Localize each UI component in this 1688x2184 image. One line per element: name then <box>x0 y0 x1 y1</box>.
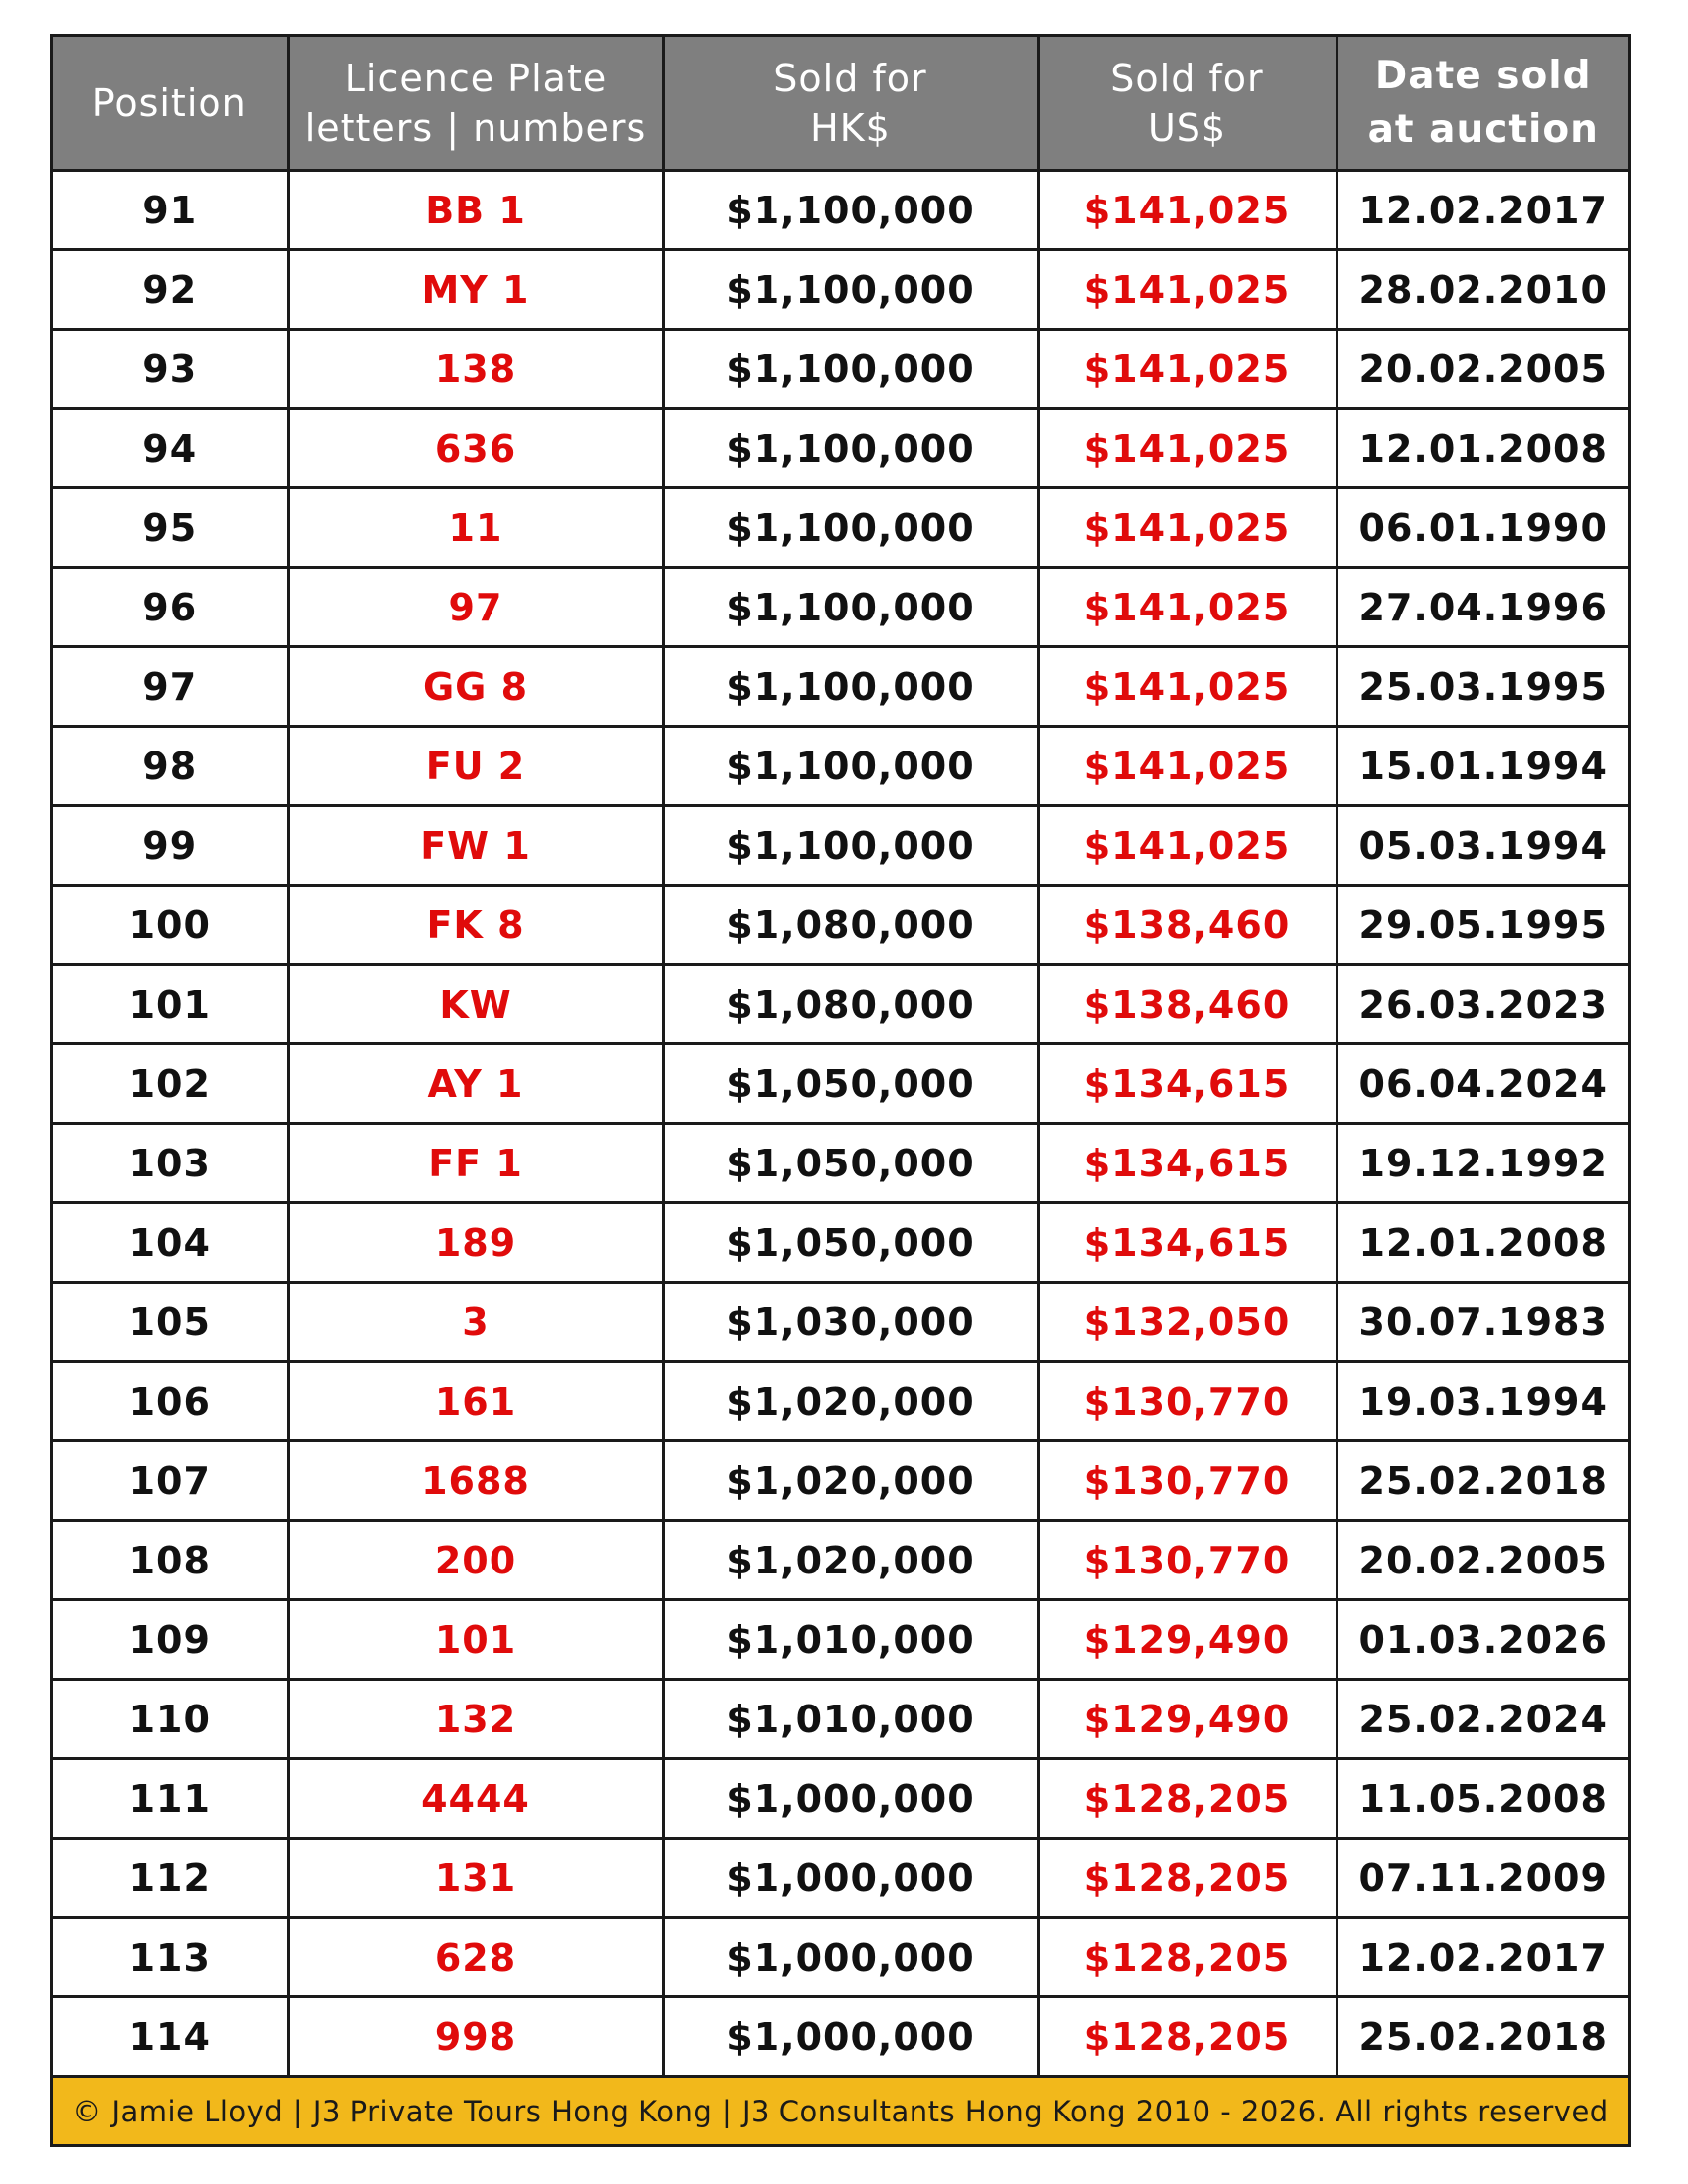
cell-plate: BB 1 <box>288 171 663 250</box>
table-row <box>53 727 1628 806</box>
cell-sold-hkd: $1,000,000 <box>663 1997 1038 2077</box>
cell-sold-hkd: $1,020,000 <box>663 1441 1038 1521</box>
cell-date-sold: 20.02.2005 <box>1336 330 1628 409</box>
table-body <box>53 171 1628 2077</box>
cell-date-sold: 25.02.2018 <box>1336 1997 1628 2077</box>
cell-sold-usd: $129,490 <box>1038 1600 1336 1680</box>
header-sold-usd <box>1038 37 1336 171</box>
cell-sold-usd: $141,025 <box>1038 647 1336 727</box>
table-header <box>53 37 1628 171</box>
header-hkd-line2: HK$ <box>810 105 891 150</box>
cell-sold-hkd: $1,050,000 <box>663 1203 1038 1283</box>
header-usd-line2: US$ <box>1147 105 1227 150</box>
cell-position: 99 <box>53 806 288 886</box>
cell-date-sold: 07.11.2009 <box>1336 1839 1628 1918</box>
cell-date-sold: 12.02.2017 <box>1336 1918 1628 1997</box>
cell-date-sold: 25.02.2024 <box>1336 1680 1628 1759</box>
cell-position: 93 <box>53 330 288 409</box>
cell-date-sold: 29.05.1995 <box>1336 886 1628 965</box>
cell-plate: FU 2 <box>288 727 663 806</box>
cell-plate: 101 <box>288 1600 663 1680</box>
table-row <box>53 647 1628 727</box>
cell-plate: GG 8 <box>288 647 663 727</box>
cell-date-sold: 19.03.1994 <box>1336 1362 1628 1441</box>
table-row <box>53 1441 1628 1521</box>
table-row <box>53 1918 1628 1997</box>
header-plate-line2: letters | numbers <box>304 105 647 150</box>
cell-sold-hkd: $1,020,000 <box>663 1521 1038 1600</box>
cell-sold-hkd: $1,080,000 <box>663 886 1038 965</box>
header-row <box>53 37 1628 171</box>
cell-plate: FK 8 <box>288 886 663 965</box>
cell-position: 112 <box>53 1839 288 1918</box>
cell-position: 102 <box>53 1044 288 1124</box>
table-row <box>53 886 1628 965</box>
cell-sold-usd: $129,490 <box>1038 1680 1336 1759</box>
table-row <box>53 1521 1628 1600</box>
cell-position: 97 <box>53 647 288 727</box>
cell-plate: 161 <box>288 1362 663 1441</box>
cell-date-sold: 01.03.2026 <box>1336 1600 1628 1680</box>
cell-date-sold: 06.04.2024 <box>1336 1044 1628 1124</box>
cell-date-sold: 27.04.1996 <box>1336 568 1628 647</box>
cell-sold-hkd: $1,000,000 <box>663 1918 1038 1997</box>
cell-sold-usd: $138,460 <box>1038 965 1336 1044</box>
cell-sold-hkd: $1,100,000 <box>663 171 1038 250</box>
plates-table <box>53 37 1628 2078</box>
cell-plate: 200 <box>288 1521 663 1600</box>
cell-date-sold: 12.02.2017 <box>1336 171 1628 250</box>
cell-sold-hkd: $1,100,000 <box>663 250 1038 330</box>
cell-sold-usd: $134,615 <box>1038 1124 1336 1203</box>
cell-sold-usd: $141,025 <box>1038 488 1336 568</box>
table-row <box>53 1044 1628 1124</box>
header-position-label: Position <box>91 80 247 125</box>
cell-sold-usd: $141,025 <box>1038 409 1336 488</box>
cell-position: 109 <box>53 1600 288 1680</box>
cell-sold-usd: $141,025 <box>1038 727 1336 806</box>
table-row <box>53 1759 1628 1839</box>
cell-position: 91 <box>53 171 288 250</box>
cell-plate: 636 <box>288 409 663 488</box>
table-row <box>53 409 1628 488</box>
cell-sold-usd: $130,770 <box>1038 1362 1336 1441</box>
cell-position: 95 <box>53 488 288 568</box>
cell-date-sold: 25.03.1995 <box>1336 647 1628 727</box>
cell-sold-usd: $138,460 <box>1038 886 1336 965</box>
table-row <box>53 806 1628 886</box>
cell-sold-usd: $128,205 <box>1038 1759 1336 1839</box>
cell-sold-hkd: $1,000,000 <box>663 1839 1038 1918</box>
table-row <box>53 250 1628 330</box>
table-row <box>53 1283 1628 1362</box>
cell-position: 101 <box>53 965 288 1044</box>
cell-plate: 1688 <box>288 1441 663 1521</box>
table-row <box>53 1680 1628 1759</box>
header-plate-line1: Licence Plate <box>344 56 608 100</box>
cell-sold-usd: $132,050 <box>1038 1283 1336 1362</box>
cell-position: 103 <box>53 1124 288 1203</box>
cell-plate: 998 <box>288 1997 663 2077</box>
table-row <box>53 1124 1628 1203</box>
cell-position: 92 <box>53 250 288 330</box>
cell-date-sold: 25.02.2018 <box>1336 1441 1628 1521</box>
cell-plate: 138 <box>288 330 663 409</box>
cell-sold-hkd: $1,030,000 <box>663 1283 1038 1362</box>
cell-sold-hkd: $1,100,000 <box>663 488 1038 568</box>
cell-position: 104 <box>53 1203 288 1283</box>
header-hkd-line1: Sold for <box>774 56 927 100</box>
cell-date-sold: 05.03.1994 <box>1336 806 1628 886</box>
header-position <box>53 37 288 171</box>
cell-date-sold: 06.01.1990 <box>1336 488 1628 568</box>
cell-plate: 11 <box>288 488 663 568</box>
cell-position: 96 <box>53 568 288 647</box>
cell-plate: 3 <box>288 1283 663 1362</box>
header-date-sold <box>1336 37 1628 171</box>
cell-sold-usd: $141,025 <box>1038 806 1336 886</box>
cell-sold-usd: $128,205 <box>1038 1839 1336 1918</box>
cell-sold-hkd: $1,100,000 <box>663 409 1038 488</box>
cell-date-sold: 11.05.2008 <box>1336 1759 1628 1839</box>
cell-position: 106 <box>53 1362 288 1441</box>
cell-sold-hkd: $1,100,000 <box>663 330 1038 409</box>
cell-date-sold: 12.01.2008 <box>1336 409 1628 488</box>
table-row <box>53 965 1628 1044</box>
cell-position: 111 <box>53 1759 288 1839</box>
cell-sold-hkd: $1,100,000 <box>663 647 1038 727</box>
cell-position: 98 <box>53 727 288 806</box>
header-date-line1: Date sold <box>1374 53 1592 98</box>
cell-sold-hkd: $1,100,000 <box>663 727 1038 806</box>
cell-plate: 132 <box>288 1680 663 1759</box>
cell-sold-usd: $130,770 <box>1038 1441 1336 1521</box>
cell-plate: FW 1 <box>288 806 663 886</box>
table-row <box>53 568 1628 647</box>
cell-sold-usd: $141,025 <box>1038 171 1336 250</box>
cell-position: 100 <box>53 886 288 965</box>
cell-date-sold: 28.02.2010 <box>1336 250 1628 330</box>
cell-sold-usd: $130,770 <box>1038 1521 1336 1600</box>
cell-position: 107 <box>53 1441 288 1521</box>
table-row <box>53 171 1628 250</box>
cell-sold-usd: $141,025 <box>1038 568 1336 647</box>
cell-sold-usd: $141,025 <box>1038 330 1336 409</box>
table-row <box>53 488 1628 568</box>
cell-plate: FF 1 <box>288 1124 663 1203</box>
cell-plate: 97 <box>288 568 663 647</box>
header-date-line2: at auction <box>1367 106 1599 152</box>
table-row <box>53 1362 1628 1441</box>
cell-date-sold: 20.02.2005 <box>1336 1521 1628 1600</box>
table-row <box>53 1600 1628 1680</box>
cell-position: 110 <box>53 1680 288 1759</box>
cell-date-sold: 30.07.1983 <box>1336 1283 1628 1362</box>
cell-sold-hkd: $1,100,000 <box>663 568 1038 647</box>
cell-position: 105 <box>53 1283 288 1362</box>
cell-sold-usd: $141,025 <box>1038 250 1336 330</box>
header-sold-hkd <box>663 37 1038 171</box>
cell-sold-hkd: $1,010,000 <box>663 1600 1038 1680</box>
cell-sold-hkd: $1,020,000 <box>663 1362 1038 1441</box>
header-usd-line1: Sold for <box>1110 56 1264 100</box>
table-row <box>53 1839 1628 1918</box>
header-plate <box>288 37 663 171</box>
table-row <box>53 1203 1628 1283</box>
cell-sold-hkd: $1,000,000 <box>663 1759 1038 1839</box>
cell-position: 114 <box>53 1997 288 2077</box>
copyright-footer <box>53 2078 1628 2144</box>
plates-sheet <box>50 34 1631 2147</box>
cell-date-sold: 15.01.1994 <box>1336 727 1628 806</box>
cell-plate: MY 1 <box>288 250 663 330</box>
cell-plate: KW <box>288 965 663 1044</box>
table-row <box>53 330 1628 409</box>
cell-plate: 131 <box>288 1839 663 1918</box>
cell-position: 108 <box>53 1521 288 1600</box>
cell-plate: 4444 <box>288 1759 663 1839</box>
cell-sold-usd: $128,205 <box>1038 1918 1336 1997</box>
cell-sold-usd: $134,615 <box>1038 1203 1336 1283</box>
cell-date-sold: 12.01.2008 <box>1336 1203 1628 1283</box>
cell-sold-usd: $134,615 <box>1038 1044 1336 1124</box>
cell-plate: AY 1 <box>288 1044 663 1124</box>
cell-plate: 628 <box>288 1918 663 1997</box>
cell-sold-hkd: $1,080,000 <box>663 965 1038 1044</box>
copyright-text: © Jamie Lloyd | J3 Private Tours Hong Kong | J3 Consultants Hong Kong 2010 - 2026. All rights reserved <box>72 2094 1609 2128</box>
cell-sold-usd: $128,205 <box>1038 1997 1336 2077</box>
cell-date-sold: 26.03.2023 <box>1336 965 1628 1044</box>
cell-plate: 189 <box>288 1203 663 1283</box>
table-row <box>53 1997 1628 2077</box>
cell-position: 113 <box>53 1918 288 1997</box>
cell-sold-hkd: $1,050,000 <box>663 1124 1038 1203</box>
cell-sold-hkd: $1,010,000 <box>663 1680 1038 1759</box>
cell-position: 94 <box>53 409 288 488</box>
cell-sold-hkd: $1,050,000 <box>663 1044 1038 1124</box>
cell-date-sold: 19.12.1992 <box>1336 1124 1628 1203</box>
cell-sold-hkd: $1,100,000 <box>663 806 1038 886</box>
